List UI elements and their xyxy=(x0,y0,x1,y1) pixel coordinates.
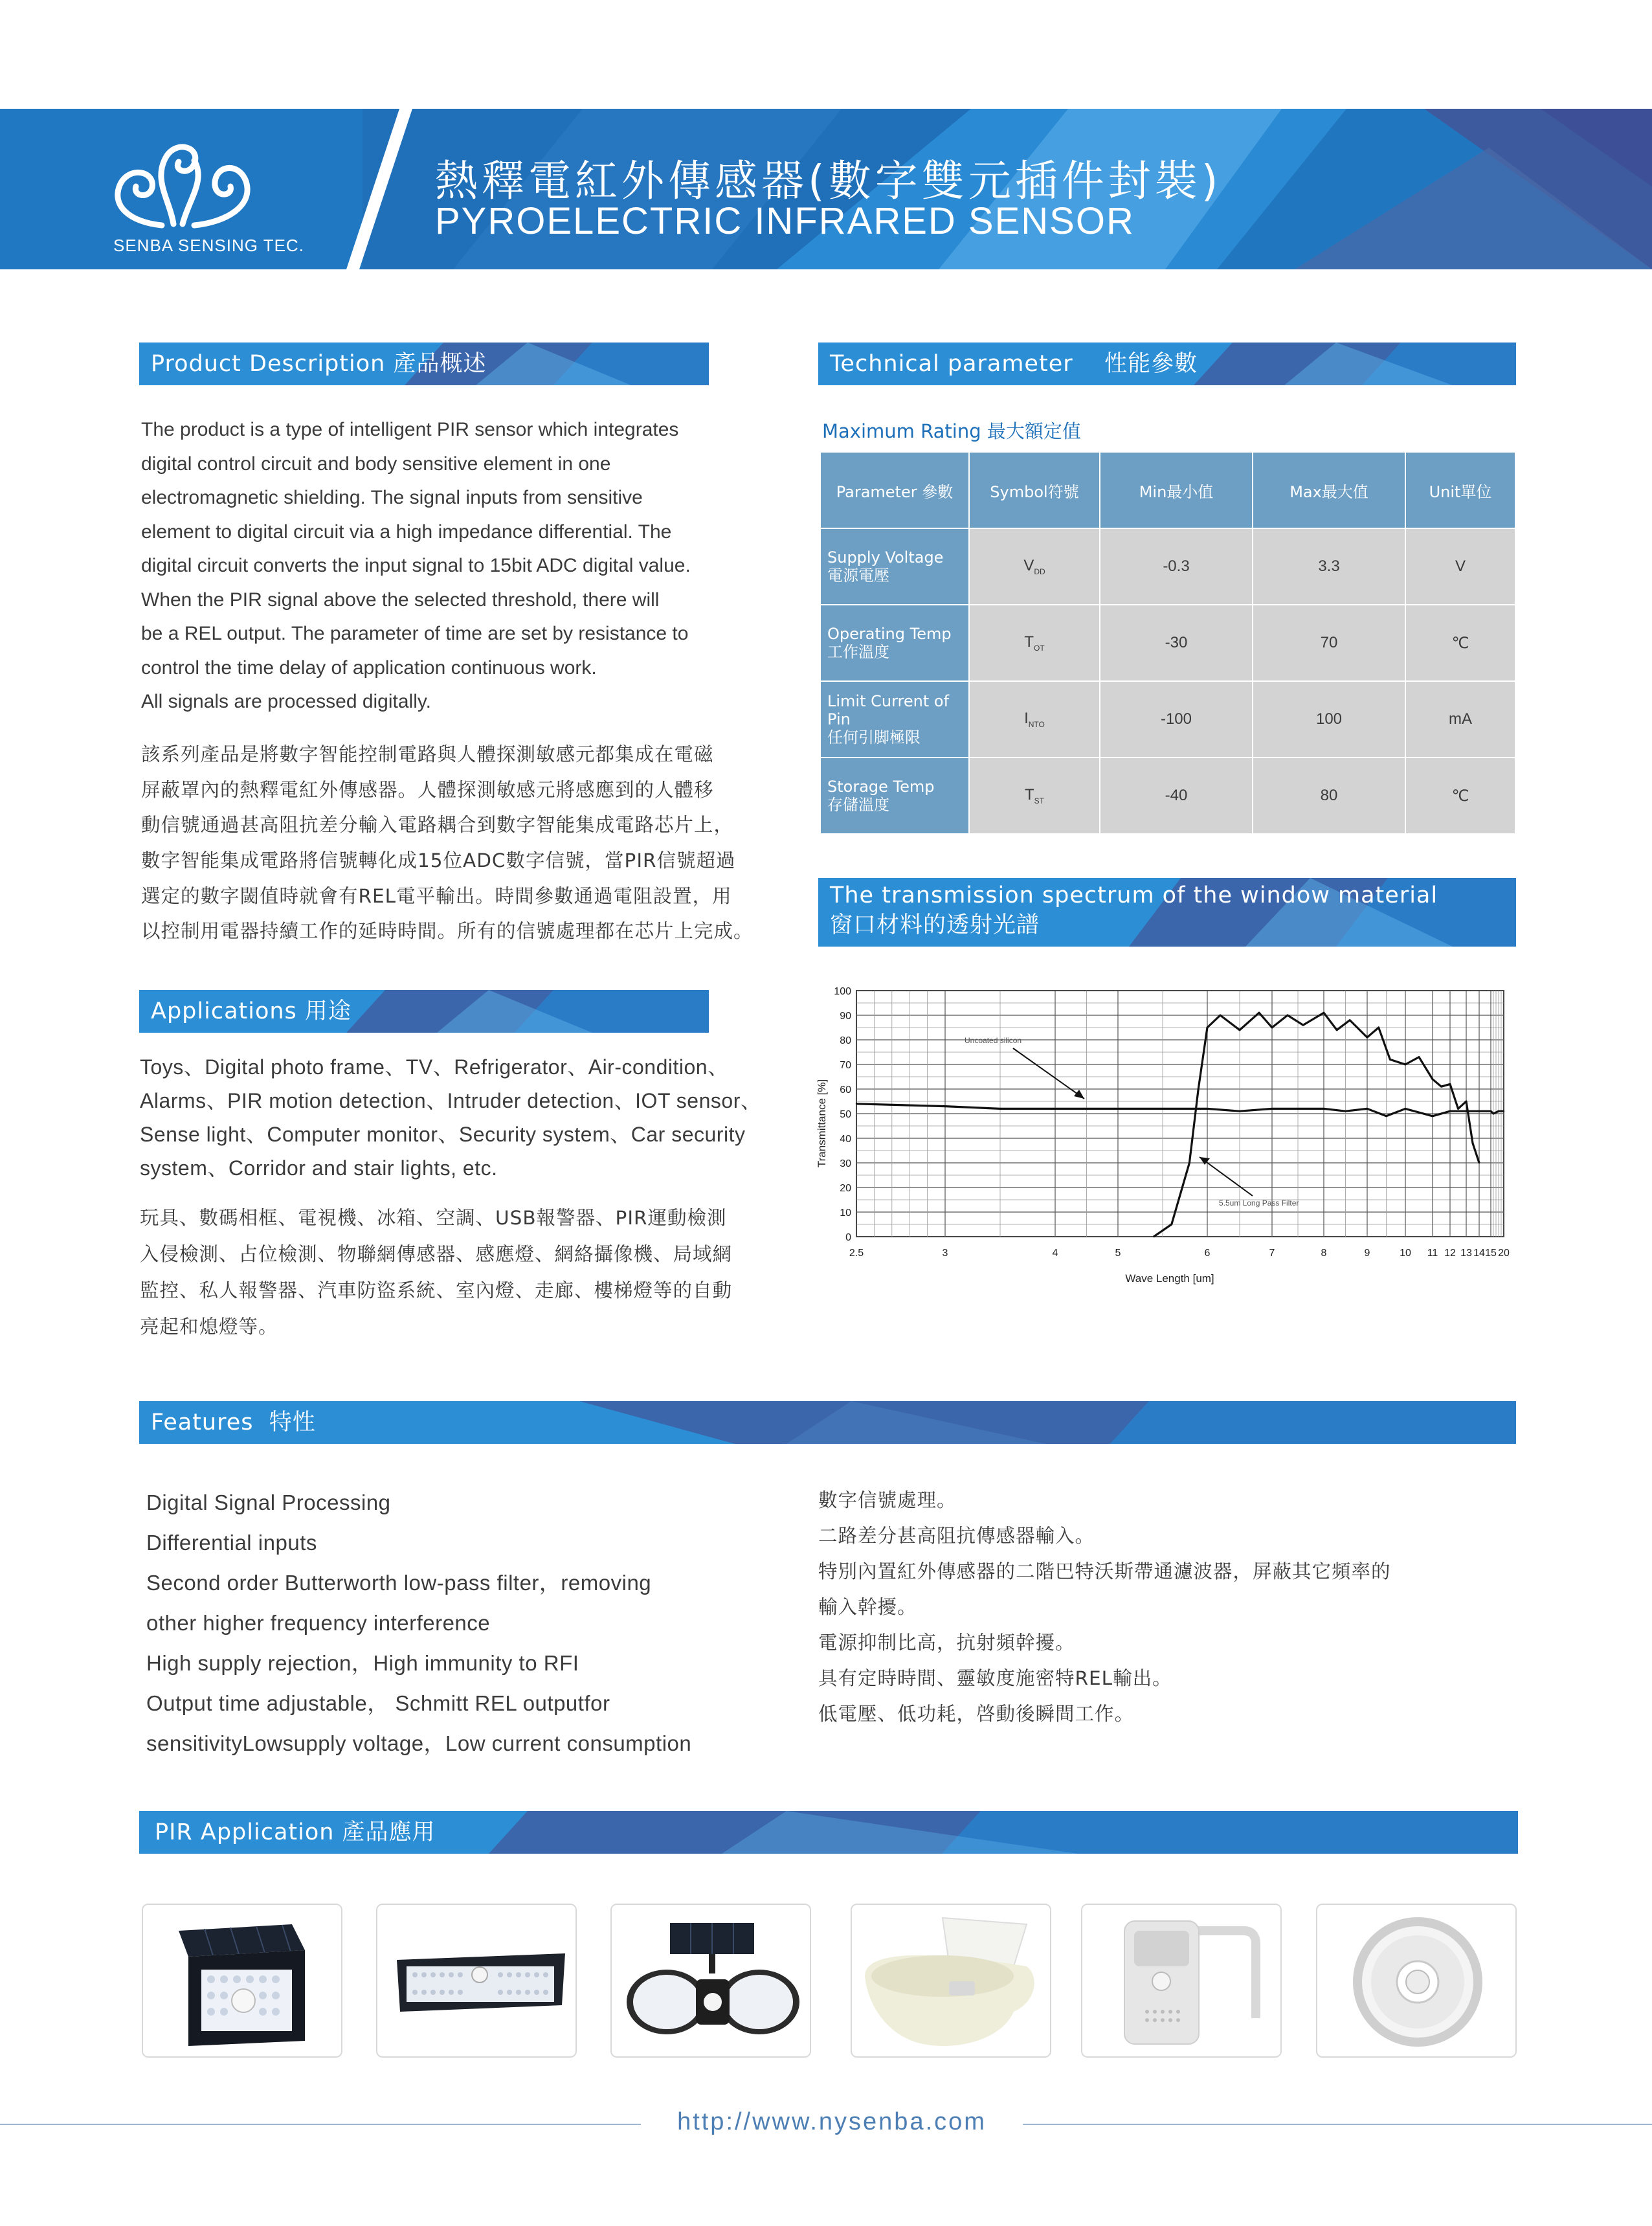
param-en: Supply Voltage xyxy=(827,548,944,567)
chart-data-point xyxy=(1239,1029,1240,1031)
features-english xyxy=(146,1483,691,1764)
feature-item: Digital Signal Processing xyxy=(146,1490,391,1514)
solar-strip-light-icon xyxy=(377,1905,577,2058)
parameter-cell xyxy=(820,681,969,758)
chart-x-tick-label: 20 xyxy=(1498,1248,1510,1259)
chart-y-tick-label: 10 xyxy=(840,1208,851,1219)
spectrum-title-english: The transmission spectrum of the window material xyxy=(830,883,1438,908)
chart-data-point xyxy=(999,1108,1001,1109)
chart-x-ticks xyxy=(849,1248,1510,1259)
applications-cn-line: 玩具、數碼相框、電視機、冰箱、空調、USB報警器、PIR運動檢測 xyxy=(140,1207,727,1229)
column-header: Unit單位 xyxy=(1405,452,1515,528)
feature-cn-item: 輸入幹擾。 xyxy=(818,1596,917,1618)
chart-data-point xyxy=(1493,1113,1494,1114)
description-cn-line: 動信號通過甚高阻抗差分輸入電路耦合到數字智能集成電路芯片上， xyxy=(141,814,734,837)
chart-x-tick-label: 12 xyxy=(1444,1248,1456,1259)
chart-data-point xyxy=(1323,1108,1324,1109)
chart-data-point xyxy=(1503,1110,1504,1112)
min-cell: -100 xyxy=(1100,681,1253,758)
round-sensor-light-icon xyxy=(1317,1905,1517,2058)
chart-data-point xyxy=(1432,1116,1433,1117)
feature-item: sensitivityLowsupply voltage，Low current consumption xyxy=(146,1731,692,1755)
spectrum-title-chinese: 窗口材料的透射光譜 xyxy=(830,912,1040,938)
description-cn-line: 以控制用電器持續工作的延時時間。所有的信號處理都在芯片上完成。 xyxy=(141,920,753,943)
chart-annotation-arrow xyxy=(1013,1048,1084,1099)
unit-cell: V xyxy=(1405,528,1515,605)
max-cell: 70 xyxy=(1253,605,1405,681)
applications-line: Toys、Digital photo frame、TV、Refrigerator、Air-condition、 xyxy=(140,1055,729,1079)
parameter-cell xyxy=(820,528,969,605)
maximum-rating-table xyxy=(820,451,1516,835)
product-image-toilet-light xyxy=(851,1904,1051,2058)
section-title-applications: Applications 用途 xyxy=(151,998,352,1024)
chart-data-point xyxy=(1086,1108,1087,1109)
chart-data-point xyxy=(1367,1108,1368,1109)
description-line: be a REL output. The parameter of time are set by resistance to xyxy=(141,623,689,644)
feature-cn-item: 數字信號處理。 xyxy=(818,1489,957,1511)
chart-data-point xyxy=(1171,1224,1172,1225)
param-cn: 工作溫度 xyxy=(827,643,889,661)
chart-x-axis-label: Wave Length [um] xyxy=(1125,1272,1214,1285)
chart-annotations xyxy=(965,1036,1299,1208)
min-cell: -30 xyxy=(1100,605,1253,681)
description-cn-line: 數字智能集成電路將信號轉化成15位ADC數字信號，當PIR信號超過 xyxy=(141,849,736,872)
parameter-cell xyxy=(820,605,969,681)
product-image-solar-strip-light xyxy=(376,1904,577,2058)
page-header xyxy=(0,109,1652,269)
toilet-light-icon xyxy=(852,1905,1051,2058)
description-line: The product is a type of intelligent PIR sensor which integrates xyxy=(141,419,679,440)
chart-data-point xyxy=(1207,1108,1208,1109)
param-cn: 任何引脚極限 xyxy=(827,728,921,747)
plug-in-sensor-light-icon xyxy=(1082,1905,1282,2058)
chart-data-point xyxy=(1220,1015,1221,1016)
chart-y-tick-label: 50 xyxy=(840,1109,851,1120)
chart-data-point xyxy=(1479,1162,1480,1164)
chart-data-point xyxy=(1345,1110,1346,1112)
chart-x-tick-label: 15 xyxy=(1485,1248,1497,1259)
footer-divider-right xyxy=(1023,2124,1652,2125)
chart-data-point xyxy=(1389,1059,1390,1060)
chart-y-tick-label: 20 xyxy=(840,1183,851,1194)
parameter-cell xyxy=(820,758,969,834)
column-header: Parameter 參數 xyxy=(820,452,969,528)
symbol-subscript: DD xyxy=(1034,567,1045,576)
section-title-technical-parameter: Technical parameter 性能參數 xyxy=(830,351,1198,377)
chart-x-tick-label: 14 xyxy=(1473,1248,1485,1259)
section-title-pir-application: PIR Application 產品應用 xyxy=(155,1819,436,1845)
chart-x-tick-label: 6 xyxy=(1204,1248,1211,1259)
chart-data-point xyxy=(1207,1027,1208,1028)
column-header: Max最大值 xyxy=(1253,452,1405,528)
max-cell: 100 xyxy=(1253,681,1405,758)
applications-line: Sense light、Computer monitor、Security system、Car security xyxy=(140,1123,746,1146)
column-header: Symbol符號 xyxy=(969,452,1100,528)
chart-data-point xyxy=(1367,1037,1368,1038)
min-cell: -0.3 xyxy=(1100,528,1253,605)
symbol: V xyxy=(1023,557,1034,575)
chart-data-point xyxy=(1385,1116,1387,1117)
description-line: element to digital circuit via a high impedance differential. The xyxy=(141,521,672,543)
applications-chinese xyxy=(140,1200,732,1345)
chart-y-ticks xyxy=(834,986,851,1243)
chart-grid xyxy=(856,991,1504,1237)
chart-data-point xyxy=(1498,1110,1499,1112)
chart-x-tick-label: 2.5 xyxy=(849,1248,864,1259)
chart-data-point xyxy=(1302,1024,1304,1026)
table-row xyxy=(820,528,1515,605)
feature-cn-item: 特別內置紅外傳感器的二階巴特沃斯帶通濾波器，屏蔽其它頻率的 xyxy=(818,1560,1391,1582)
section-title-product-description: Product Description 產品概述 xyxy=(151,351,487,377)
chart-data-point xyxy=(1418,1056,1420,1057)
chart-data-point xyxy=(1117,1108,1119,1109)
section-bar-decoration xyxy=(139,1401,1516,1444)
section-bar-technical-parameter xyxy=(818,343,1516,385)
section-bar-features xyxy=(139,1401,1516,1444)
symbol-cell xyxy=(969,528,1100,605)
chart-y-tick-label: 0 xyxy=(845,1232,851,1243)
chart-y-tick-label: 40 xyxy=(840,1134,851,1145)
chart-data-point xyxy=(1472,1142,1473,1143)
description-line: control the time delay of application continuous work. xyxy=(141,657,597,679)
solar-twin-head-light-icon xyxy=(612,1905,811,2058)
product-image-solar-wall-light xyxy=(142,1904,342,2058)
solar-wall-light-icon xyxy=(143,1905,342,2058)
symbol: T xyxy=(1024,633,1034,651)
applications-english xyxy=(140,1050,761,1185)
description-line: digital circuit converts the input signal to 15bit ADC digital value. xyxy=(141,555,691,576)
chart-series-group xyxy=(856,1012,1504,1237)
table-header-row xyxy=(820,452,1515,528)
section-bar-product-description xyxy=(139,343,709,385)
column-header: Min最小值 xyxy=(1100,452,1253,528)
chart-data-point xyxy=(1162,1108,1163,1109)
chart-data-point xyxy=(1287,1015,1288,1016)
chart-data-point xyxy=(1349,1019,1350,1020)
unit-cell: ℃ xyxy=(1405,758,1515,834)
chart-data-point xyxy=(1153,1236,1154,1237)
chart-y-tick-label: 90 xyxy=(840,1011,851,1022)
feature-item: Differential inputs xyxy=(146,1531,317,1555)
chart-x-tick-label: 8 xyxy=(1321,1248,1327,1259)
applications-cn-line: 監控、私人報警器、汽車防盜系統、室內燈、走廊、樓梯燈等的自動 xyxy=(140,1279,733,1301)
description-line: digital control circuit and body sensitive element in one xyxy=(141,453,611,475)
chart-data-point xyxy=(1440,1086,1442,1087)
chart-data-point xyxy=(1323,1012,1324,1013)
transmission-spectrum-chart xyxy=(812,974,1518,1305)
chart-data-point xyxy=(1271,1027,1273,1028)
product-image-solar-twin-head-light xyxy=(610,1904,811,2058)
description-cn-line: 選定的數字閾值時就會有REL電平輸出。時間參數通過電阻設置，用 xyxy=(141,884,732,907)
symbol-subscript: OT xyxy=(1034,643,1045,653)
chart-data-point xyxy=(1271,1108,1273,1109)
chart-x-tick-label: 3 xyxy=(942,1248,948,1259)
chart-data-point xyxy=(1198,1088,1199,1090)
chart-data-point xyxy=(1297,1108,1299,1109)
chart-x-tick-label: 10 xyxy=(1400,1248,1411,1259)
chart-y-tick-label: 60 xyxy=(840,1085,851,1096)
feature-cn-item: 具有定時時間、靈敏度施密特REL輸出。 xyxy=(818,1667,1172,1689)
symbol-subscript: NTO xyxy=(1028,719,1045,729)
footer-divider-left xyxy=(0,2124,641,2125)
chart-data-point xyxy=(1055,1108,1056,1109)
features-chinese xyxy=(818,1483,1391,1732)
table-row xyxy=(820,758,1515,834)
applications-cn-line: 入侵檢測、占位檢測、物聯網傳感器、感應燈、網絡攝像機、局域網 xyxy=(140,1243,733,1265)
feature-cn-item: 低電壓、低功耗，啓動後瞬間工作。 xyxy=(818,1703,1135,1725)
chart-x-tick-label: 7 xyxy=(1269,1248,1275,1259)
chart-data-point xyxy=(856,1103,857,1105)
symbol-cell xyxy=(969,758,1100,834)
max-cell: 80 xyxy=(1253,758,1405,834)
chart-data-point xyxy=(1405,1108,1406,1109)
param-en: Storage Temp xyxy=(827,778,935,796)
param-en: Operating Temp xyxy=(827,625,952,643)
logo-tagline: SENBA SENSING TEC. xyxy=(113,236,304,255)
description-line: All signals are processed digitally. xyxy=(141,691,431,712)
chart-y-axis-label: Transmittance [%] xyxy=(816,1079,828,1168)
description-line: When the PIR signal above the selected threshold, there will xyxy=(141,589,660,611)
chart-data-point xyxy=(1189,1162,1190,1164)
chart-x-tick-label: 11 xyxy=(1427,1248,1438,1259)
chart-data-point xyxy=(1432,1079,1433,1080)
title-english: PYROELECTRIC INFRARED SENSOR xyxy=(435,200,1135,242)
symbol-cell xyxy=(969,681,1100,758)
feature-cn-item: 二路差分甚高阻抗傳感器輸入。 xyxy=(818,1525,1095,1547)
chart-x-tick-label: 5 xyxy=(1115,1248,1121,1259)
logo-block xyxy=(0,109,363,269)
min-cell: -40 xyxy=(1100,758,1253,834)
chart-data-point xyxy=(1479,1110,1480,1112)
unit-cell: ℃ xyxy=(1405,605,1515,681)
chart-data-point xyxy=(1239,1110,1240,1112)
max-cell: 3.3 xyxy=(1253,528,1405,605)
section-title-features: Features 特性 xyxy=(151,1410,316,1435)
header-slash xyxy=(340,109,418,269)
chart-data-point xyxy=(1449,1110,1451,1112)
chart-data-point xyxy=(1378,1027,1379,1028)
param-en: Limit Current of Pin xyxy=(827,692,950,728)
chart-x-tick-label: 4 xyxy=(1052,1248,1058,1259)
chart-y-tick-label: 30 xyxy=(840,1158,851,1169)
chart-series-line xyxy=(1154,1013,1479,1237)
symbol-subscript: ST xyxy=(1034,796,1044,805)
feature-item: Output time adjustable， Schmitt REL outputfor xyxy=(146,1691,610,1715)
section-bar-applications xyxy=(139,990,709,1033)
param-cn: 存儲溫度 xyxy=(827,796,889,814)
chart-data-point xyxy=(1466,1101,1467,1102)
chart-data-point xyxy=(1405,1064,1406,1065)
applications-cn-line: 亮起和熄燈等。 xyxy=(140,1316,278,1338)
chart-data-point xyxy=(1258,1012,1260,1013)
chart-annotation-label: Uncoated silicon xyxy=(965,1036,1022,1045)
applications-line: system、Corridor and stair lights, etc. xyxy=(140,1156,498,1180)
footer-url-link[interactable]: http://www.nysenba.com xyxy=(677,2108,987,2135)
chart-y-tick-label: 70 xyxy=(840,1060,851,1071)
feature-item: High supply rejection，High immunity to RFI xyxy=(146,1651,579,1675)
param-cn: 電源電壓 xyxy=(827,567,889,585)
product-image-round-sensor-light xyxy=(1316,1904,1517,2058)
unit-cell: mA xyxy=(1405,681,1515,758)
chart-annotation-arrowhead xyxy=(1074,1090,1084,1099)
chart-annotation-label: 5.5um Long Pass Filter xyxy=(1219,1198,1299,1208)
chart-data-point xyxy=(1449,1083,1451,1085)
table-row xyxy=(820,605,1515,681)
product-image-plug-in-sensor-light xyxy=(1081,1904,1282,2058)
chart-data-point xyxy=(1490,1110,1491,1112)
description-cn-line: 該系列產品是將數字智能控制電路與人體探測敏感元都集成在電磁 xyxy=(141,743,714,765)
chart-series-line xyxy=(856,1104,1504,1116)
maximum-rating-label: Maximum Rating 最大額定值 xyxy=(822,420,1081,442)
feature-item: Second order Butterworth low-pass filter，removing xyxy=(146,1571,652,1595)
chart-x-tick-label: 13 xyxy=(1460,1248,1472,1259)
chart-x-tick-label: 9 xyxy=(1364,1248,1370,1259)
chart-data-point xyxy=(1457,1108,1458,1109)
chart-data-point xyxy=(944,1105,946,1107)
table-row xyxy=(820,681,1515,758)
symbol: T xyxy=(1024,786,1034,804)
feature-item: other higher frequency interference xyxy=(146,1611,491,1635)
chart-y-tick-label: 100 xyxy=(834,986,851,997)
title-chinese: 熱釋電紅外傳感器(數字雙元插件封裝) xyxy=(435,156,1222,206)
chart-data-point xyxy=(1336,1029,1337,1031)
description-chinese xyxy=(141,737,753,949)
symbol: I xyxy=(1024,710,1029,728)
description-cn-line: 屏蔽罩內的熱釋電紅外傳感器。人體探測敏感元將感應到的人體移 xyxy=(141,778,714,801)
symbol-cell xyxy=(969,605,1100,681)
feature-cn-item: 電源抑制比高，抗射頻幹擾。 xyxy=(818,1632,1075,1654)
section-bar-pir-application xyxy=(139,1811,1518,1854)
chart-y-tick-label: 80 xyxy=(840,1035,851,1046)
description-line: electromagnetic shielding. The signal inputs from sensitive xyxy=(141,487,643,508)
section-bar-spectrum xyxy=(818,878,1516,947)
applications-line: Alarms、PIR motion detection、Intruder detection、IOT sensor、 xyxy=(140,1089,762,1112)
description-english xyxy=(141,413,691,719)
